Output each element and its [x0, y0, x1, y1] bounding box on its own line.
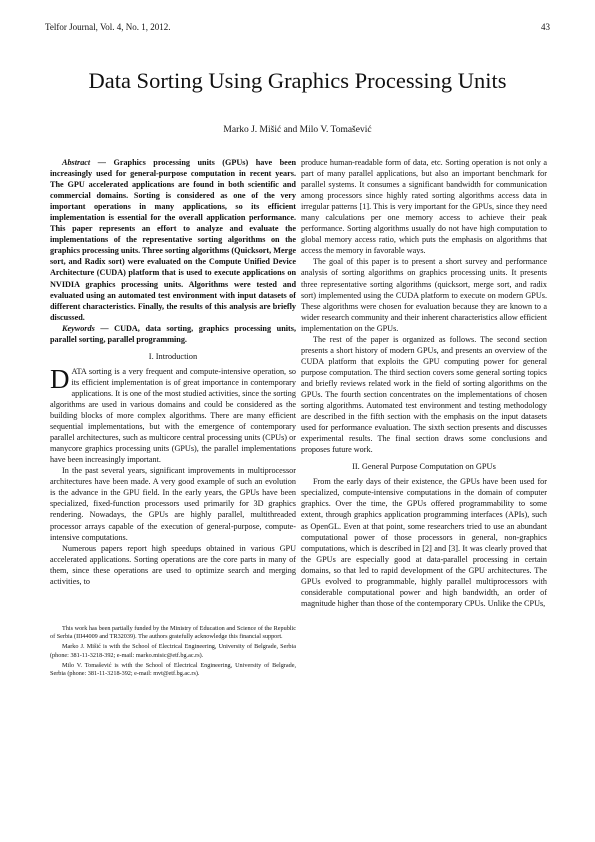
section-heading-introduction: I. Introduction: [148, 351, 198, 361]
keywords-lead: Keywords: [62, 323, 95, 333]
footnote-funding: This work has been partially funded by the Ministry of Education and Science of the Republic of Serbia (III44009 and TR32039). The authors gratefully acknowledge this financial support.: [50, 624, 296, 641]
abstract-dash: —: [90, 158, 114, 167]
keywords: [50, 323, 296, 345]
right-column: [301, 157, 547, 609]
abstract-lead: Abstract: [62, 158, 91, 167]
keywords-text: CUDA, data sorting, graphics processing units, parallel sorting, parallel programming.: [50, 323, 297, 344]
intro-paragraph-6: The rest of the paper is organized as follows. The second section presents a short history of modern GPUs, and presents an overview of the CUDA platform that exploits the GPU computing power for general purpose computation. The third section covers some general sorting topics and briefly reviews related work in the field of sorting algorithms on the GPUs. The fourth section concentrates on the implementations of chosen sorting algorithms. Automated test environment and testing methodology are described in the fifth section with the emphasis on the input datasets used for performance evaluation. The sixth section presents and discusses experimental results. The final section draws some conclusions and proposes future work.: [301, 334, 547, 455]
drop-cap: D: [50, 363, 70, 394]
intro-paragraph-1: [50, 363, 296, 465]
intro-paragraph-4: produce human-readable form of data, etc. Sorting operation is not only a part of many parallel applications, but also an important benchmark for parallel systems. It consumes a significant bandwidth for communication among processors since highly rated sorting algorithms access data in irregular patterns [1]. This is very important for the GPUs, since they need many calculations per one memory access to achieve their peak performance. Sorting algorithms usually do not have high computation to global memory access ratio, which puts the emphasis on algorithms that access the memory in favorable ways.: [301, 158, 547, 256]
intro-paragraph-5: The goal of this paper is to present a short survey and performance analysis of sorting algorithms on graphics processing units. It presents three representative sorting algorithms (quicksort, merge sort, and radix sort) implemented using the CUDA platform to execute on modern GPUs. These algorithms were chosen for evaluation because they are known to a wider research community and their inherent characteristics allow efficient implementation on the GPUs.: [301, 257, 547, 333]
intro-paragraph-2: In the past several years, significant improvements in multiprocessor architectures have been made. A very good example of such an evolution is the advance in the GPU field. In the early years, the GPUs have been specialized, fixed-function processors used primarily for 3D graphics rendering. Nowadays, the GPUs are highly parallel, multithreaded processor arrays capable of the execution of general-purpose, compute-intensive computations.: [50, 466, 296, 542]
keywords-dash: —: [94, 323, 115, 333]
gpgpu-paragraph-1: From the early days of their existence, the GPUs have been used for specialized, compute-intensive computations in the domain of computer graphics. Over the time, the GPUs offered programmability to some extent, through graphics application programming interfaces (APIs), such as OpenGL. Even at that point, some researchers tried to use an abundant computational power of those processors in general, non-graphics computations, which is described in [2] and [3]. It was clearly proved that the GPUs are especially good at data-parallel processing in certain domains, so that led to rapid development of the GPU architectures. The GPUs evolved to programmable, highly parallel multiprocessors with considerable computational power and high bandwidth, an order of magnitude higher than those of the contemporary CPUs. Unlike the CPUs,: [301, 477, 547, 608]
left-column: [50, 157, 296, 681]
intro-paragraph-3: Numerous papers report high speedups obtained in various GPU accelerated applications. Sorting operations are the core parts in many of them, since these operations are used to optimize search and merging activities, to: [50, 543, 296, 586]
footnote-author-2: Milo V. Tomašević is with the School of Electrical Engineering, University of Belgrade, Serbia (phone: 381-11-3218-392; e-mail: mvt@etf.bg.ac.rs).: [50, 661, 296, 678]
page-number: 43: [541, 22, 550, 32]
paper-authors: Marko J. Mišić and Milo V. Tomašević: [223, 125, 372, 135]
intro-paragraph-1-text: ATA sorting is a very frequent and compute-intensive operation, so its efficient implementation is of great importance in contemporary applications. It is one of the most studied activities, since the sorting algorithms are used in various domains and could be considered as the building blocks of more complex algorithms. There are many efficient sequential implementations, but with the emergence of contemporary parallel architectures, such as multicore central processing units (CPUs) or manycore graphics processing units (GPUs), the parallel implementations have been increasingly important.: [50, 366, 296, 465]
paper-title: Data Sorting Using Graphics Processing Units: [88, 68, 507, 93]
footnote-author-1: Marko J. Mišić is with the School of Electrical Engineering, University of Belgrade, Serbia (phone: 381-11-3218-392; e-mail: marko.misic@etf.bg.ac.rs).: [50, 643, 296, 659]
section-heading-gpgpu: II. General Purpose Computation on GPUs: [352, 462, 496, 472]
journal-header: Telfor Journal, Vol. 4, No. 1, 2012.: [45, 22, 171, 32]
footnotes: [50, 625, 296, 679]
abstract: [50, 157, 296, 323]
abstract-text: Graphics processing units (GPUs) have been increasingly used for general-purpose computation in recent years. The GPU accelerated applications are found in both scientific and commercial domains. Sorting is considered as one of the very important operations in many applications, so its efficient implementation is essential for the overall application performance. This paper represents an effort to analyze and evaluate the implementations of the representative sorting algorithms on the graphics processing units. Three sorting algorithms (Quicksort, Merge sort, and Radix sort) were evaluated on the Compute Unified Device Architecture (CUDA) platform that is used to execute applications on NVIDIA graphics processing units. Algorithms were tested and evaluated using an automated test environment with input datasets of different characteristics. Finally, the results of this analysis are briefly discussed.: [50, 158, 297, 322]
